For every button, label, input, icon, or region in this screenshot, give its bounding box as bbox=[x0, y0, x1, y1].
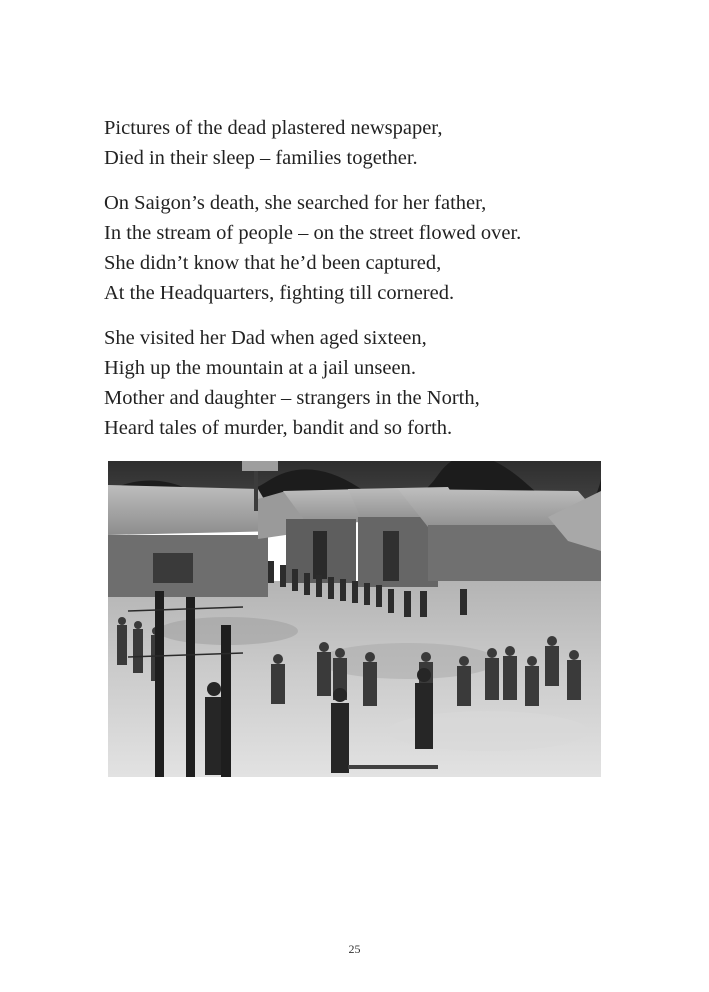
stanza-3 bbox=[104, 323, 480, 443]
poem-line: In the stream of people – on the street flowed over. bbox=[104, 222, 522, 244]
poem-line: Died in their sleep – families together. bbox=[104, 147, 418, 169]
poem-line: Mother and daughter – strangers in the North, bbox=[104, 387, 480, 409]
stanza-1 bbox=[104, 113, 442, 173]
poem-line: High up the mountain at a jail unseen. bbox=[104, 357, 416, 379]
poem-line: She visited her Dad when aged sixteen, bbox=[104, 327, 427, 349]
stanza-2 bbox=[104, 188, 521, 308]
poem-line: Pictures of the dead plastered newspaper, bbox=[104, 117, 443, 139]
page-number: 25 bbox=[348, 942, 361, 956]
poem-line: At the Headquarters, fighting till cornered. bbox=[104, 282, 455, 304]
poem-line: Heard tales of murder, bandit and so forth. bbox=[104, 417, 453, 439]
prison-camp-photo bbox=[108, 461, 601, 777]
poem-line: On Saigon’s death, she searched for her father, bbox=[104, 192, 487, 214]
poem-line: She didn’t know that he’d been captured, bbox=[104, 252, 442, 274]
